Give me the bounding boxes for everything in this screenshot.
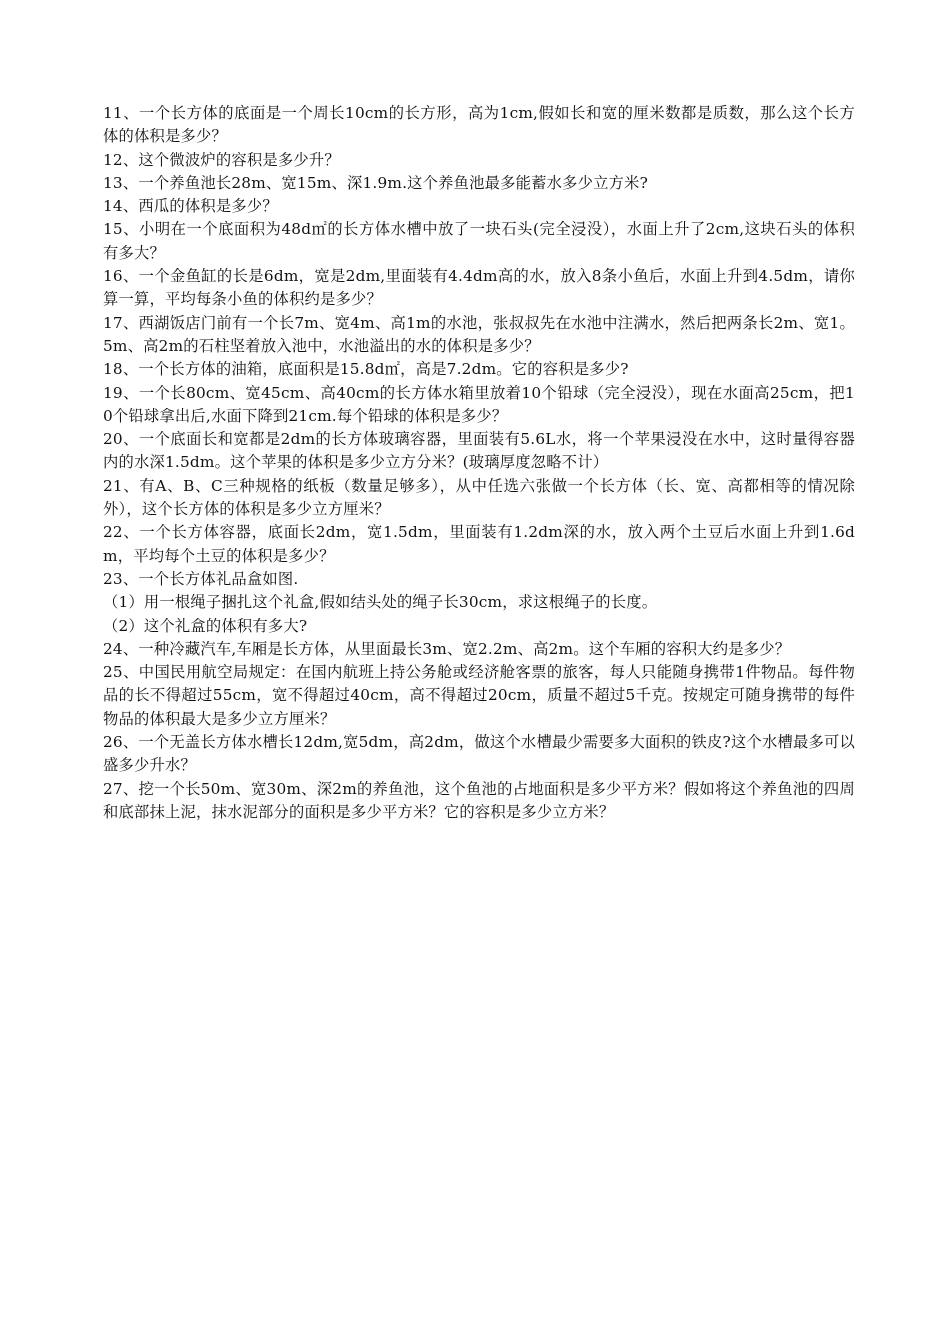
question-19: 19、一个长80cm、宽45cm、高40cm的长方体水箱里放着10个铅球（完全浸没），现在水面高25cm，把10个铅球拿出后,水面下降到21cm.每个铅球的体积是多少？	[103, 383, 855, 425]
question-15: 15、小明在一个底面积为48d㎡的长方体水槽中放了一块石头(完全浸没），水面上升了2cm,这块石头的体积有多大？	[103, 220, 855, 262]
question-21: 21、有A、B、C三种规格的纸板（数量足够多），从中任选六张做一个长方体（长、宽、高都相等的情况除外），这个长方体的体积是多少立方厘米？	[103, 476, 855, 519]
question-13: 13、一个养鱼池长28m、宽15m、深1.9m.这个养鱼池最多能蓄水多少立方米?	[103, 173, 649, 192]
question-14: 14、西瓜的体积是多少？	[103, 197, 278, 216]
question-18: 18、一个长方体的油箱，底面积是15.8d㎡，高是7.2dm。它的容积是多少?	[103, 360, 629, 379]
question-24: 24、一种冷藏汽车,车厢是长方体，从里面最长3m、宽2.2m、高2m。这个车厢的容积大约是多少？	[103, 639, 791, 658]
question-27: 27、挖一个长50m、宽30m、深2m的养鱼池，这个鱼池的占地面积是多少平方米？假如将这个养鱼池的四周和底部抹上泥，抹水泥部分的面积是多少平方米？它的容积是多少立方米？	[103, 779, 855, 821]
question-11: 11、一个长方体的底面是一个周长10cm的长方形，高为1cm,假如长和宽的厘米数都是质数，那么这个长方体的体积是多少？	[103, 104, 855, 146]
question-22: 22、一个长方体容器，底面长2dm，宽1.5dm，里面装有1.2dm深的水，放入两个土豆后水面上升到1.6dm，平均每个土豆的体积是多少？	[103, 523, 855, 565]
question-16: 16、一个金鱼缸的长是6dm，宽是2dm,里面装有4.4dm高的水，放入8条小鱼后，水面上升到4.5dm，请你算一算，平均每条小鱼的体积约是多少？	[103, 267, 855, 309]
question-12: 12、这个微波炉的容积是多少升？	[103, 150, 340, 169]
question-23-part-1: （1）用一根绳子捆扎这个礼盒,假如结头处的绳子长30cm，求这根绳子的长度。	[103, 593, 658, 612]
document-body	[103, 102, 855, 824]
question-25: 25、中国民用航空局规定：在国内航班上持公务舱或经济舱客票的旅客，每人只能随身携带1件物品。每件物品的长不得超过55cm，宽不得超过40cm，高不得超过20cm，质量不超过5千克。按规定可随身携带的每件物品的体积最大是多少立方厘米？	[103, 663, 855, 728]
question-23: 23、一个长方体礼品盒如图.	[103, 569, 299, 588]
question-26: 26、一个无盖长方体水槽长12dm,宽5dm，高2dm，做这个水槽最少需要多大面积的铁皮?这个水槽最多可以盛多少升水？	[103, 733, 855, 775]
question-23-part-2: （2）这个礼盒的体积有多大?	[103, 616, 308, 635]
question-17: 17、西湖饭店门前有一个长7m、宽4m、高1m的水池，张叔叔先在水池中注满水，然后把两条长2m、宽1。5m、高2m的石柱坚着放入池中，水池溢出的水的体积是多少？	[103, 313, 855, 355]
question-20: 20、一个底面长和宽都是2dm的长方体玻璃容器，里面装有5.6L水，将一个苹果浸没在水中，这时量得容器内的水深1.5dm。这个苹果的体积是多少立方分米？(玻璃厚度忽略不计）	[103, 430, 855, 472]
